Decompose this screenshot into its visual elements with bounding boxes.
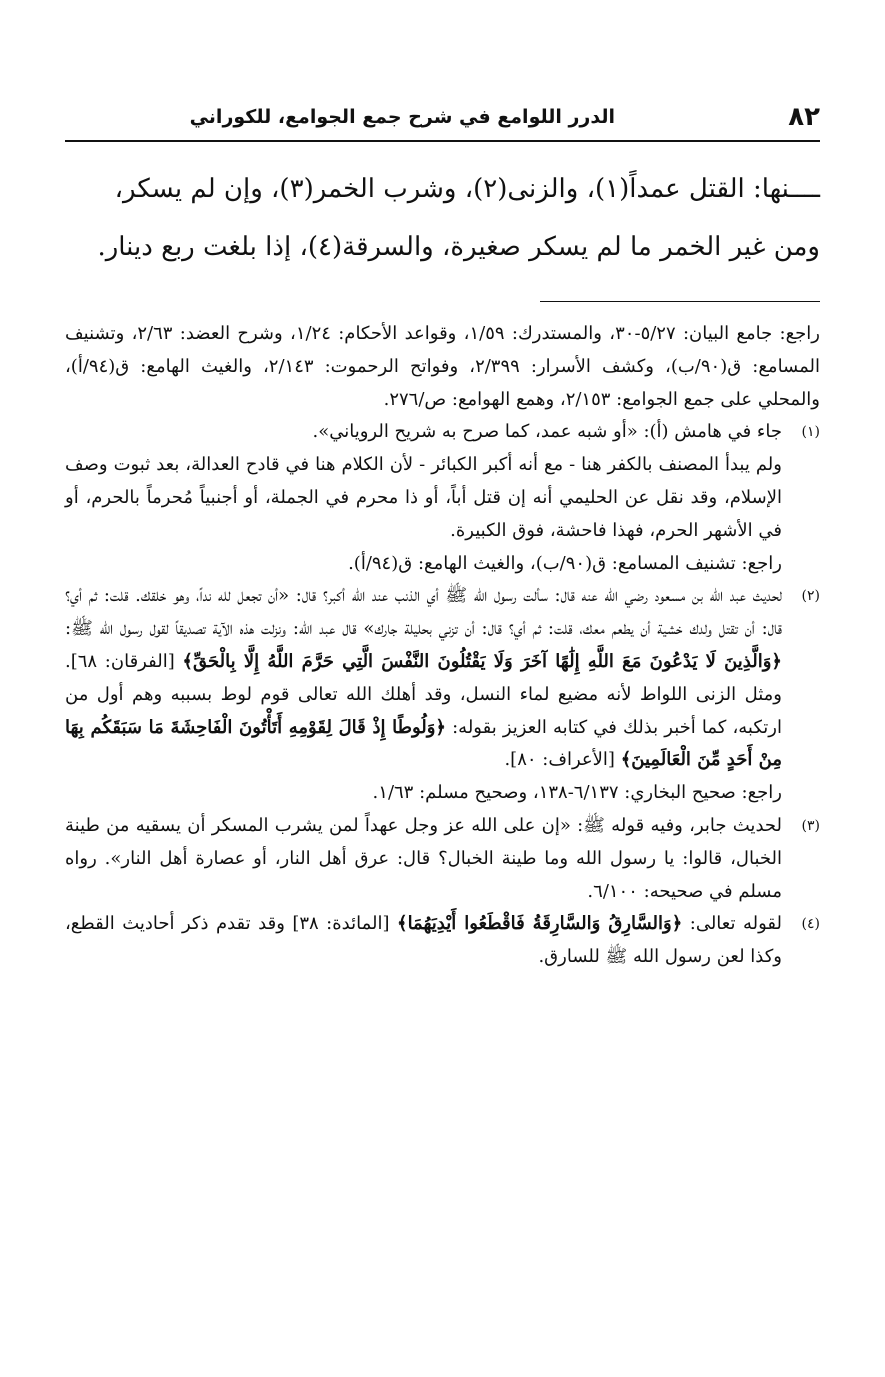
- footnote-4: [65, 908, 820, 974]
- footnote-number: (٢): [801, 588, 820, 605]
- footnote-text: راجع: صحيح البخاري: ٦/١٣٧-١٣٨، وصحيح مسلم: ١/٦٣.: [372, 782, 782, 804]
- footnote-text-segment: لحديث عبد الله بن مسعود رضي الله عنه قال: سألت رسول الله ﷺ أي الذنب عند الله أكبر؟ قال: «أن تجعل لله نداً، وهو خلقك. قلت: ثم أي؟ قال: أن تقتل ولدك خشية أن يطعم معك، قلت: ثم أي؟ قال: أن تزني بحليلة جارك» قال عبد الله: ونزلت هذه الآية تصديقاً لقول رسول الله ﷺ:: [65, 585, 782, 640]
- footnote-3: [65, 810, 820, 908]
- page-header: [65, 100, 820, 142]
- footnote-text-segment: [الأعراف: ٨٠].: [504, 749, 615, 771]
- footnote-text: [65, 580, 782, 777]
- footnote-2: [65, 580, 820, 810]
- footnote-text-segment: لقوله تعالى:: [689, 913, 782, 935]
- footnote-text: جاء في هامش (أ): «أو شبه عمد، كما صرح به شريح الروياني».: [312, 421, 782, 443]
- quran-verse: ﴿وَلُوطًا إِذْ قَالَ لِقَوْمِهِ أَتَأْتُونَ الْفَاحِشَةَ مَا سَبَقَكُم بِهَا مِنْ أَحَدٍ مِّنَ الْعَالَمِينَ﴾: [65, 716, 782, 771]
- running-title: الدرر اللوامع في شرح جمع الجوامع، للكوراني: [189, 106, 615, 128]
- footnote-number: (١): [801, 424, 820, 441]
- footnote-text-segment: [المائدة: ٣٨] وقد تقدم ذكر أحاديث القطع، وكذا لعن رسول الله ﷺ للسارق.: [65, 913, 782, 968]
- reference-list: راجع: جامع البيان: ٥/٢٧-٣٠، والمستدرك: ١/٥٩، وقواعد الأحكام: ١/٢٤، وشرح العضد: ٢/٦٣، وتشنيف المسامع: ق(٩٠/ب)، وكشف الأسرار: ٢/٣٩٩، وفواتح الرحموت: ٢/١٤٣، والغيث الهامع: ق(٩٤/أ)، والمحلي على جمع الجوامع: ٢/١٥٣، وهمع الهوامع: ص/٢٧٦.: [65, 323, 820, 410]
- footnote-text-segment: [الفرقان: ٦٨]. ومثل الزنى اللواط لأنه مضيع لماء النسل، وقد أهلك الله تعالى قوم لوط بسببه وهم أول من ارتكبه، كما أخبر بذلك في كتابه العزيز بقوله:: [65, 650, 783, 738]
- quran-verse: ﴿وَالسَّارِقُ وَالسَّارِقَةُ فَاقْطَعُوا أَيْدِيَهُمَا﴾: [397, 913, 683, 935]
- main-text-line: ــــنها: القتل عمداً(١)، والزنى(٢)، وشرب الخمر(٣)، وإن لم يسكر،: [114, 174, 820, 204]
- footnote-text: راجع: تشنيف المسامع: ق(٩٠/ب)، والغيث الهامع: ق(٩٤/أ).: [348, 552, 782, 574]
- footnote-text: ولم يبدأ المصنف بالكفر هنا - مع أنه أكبر الكبائر - لأن الكلام هنا في قادح العدالة، بعد ثبوت وصف الإسلام، وقد نقل عن الحليمي أنه إن قتل أباً، أو ذا محرم في الجملة، أو أجنبياً مُحرماً بالحرم، أو في الأشهر الحرم، فهذا فاحشة، فوق الكبيرة.: [65, 454, 782, 541]
- footnote-divider: [540, 301, 820, 302]
- main-text-line: ومن غير الخمر ما لم يسكر صغيرة، والسرقة(٤)، إذا بلغت ربع دينار.: [97, 232, 820, 262]
- footnote-1: [65, 416, 820, 580]
- footnote-number: (٣): [801, 817, 820, 834]
- footnote-text: [65, 908, 782, 974]
- footnote-text: لحديث جابر، وفيه قوله ﷺ: «إن على الله عز وجل عهداً لمن يشرب المسكر أن يسقيه من طينة الخبال، قالوا: يا رسول الله وما طينة الخبال؟ قال: عرق أهل النار، أو عصارة أهل النار». رواه مسلم في صحيحه: ٦/١٠٠.: [65, 814, 782, 902]
- footnotes: [65, 318, 820, 974]
- quran-verse: ﴿وَالَّذِينَ لَا يَدْعُونَ مَعَ اللَّهِ إِلَٰهًا آخَرَ وَلَا يَقْتُلُونَ النَّفْسَ الَّتِي حَرَّمَ اللَّهُ إِلَّا بِالْحَقِّ﴾: [182, 650, 782, 672]
- main-text: [65, 160, 820, 276]
- footnote-number: (٤): [801, 916, 820, 933]
- page-number: ٨٢: [788, 102, 820, 132]
